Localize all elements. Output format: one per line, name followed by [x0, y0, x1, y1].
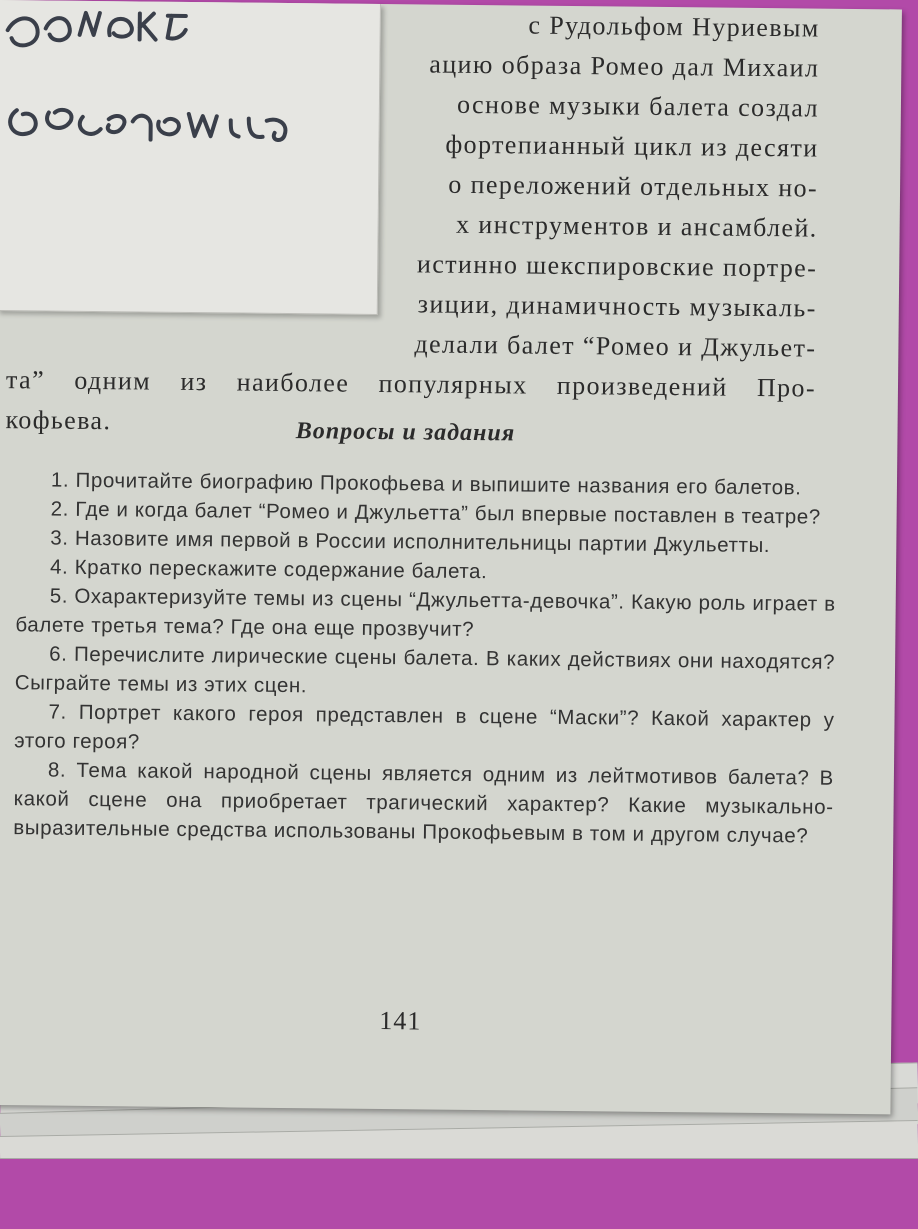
- text-line: ацию образа Ромео дал Михаил: [429, 49, 820, 83]
- text-line: делали балет “Ромео и Джульет-: [414, 329, 817, 363]
- question-item: 6. Перечислите лирические сцены балета. В каких действиях они находятся? Сыграйте темы из этих сцен.: [14, 642, 836, 698]
- question-item: 2. Где и когда балет “Ромео и Джульетта” был впервые поставлен в театре?: [50, 497, 821, 529]
- question-item: 1. Прочитайте биографию Прокофьева и выпишите названия его балетов.: [50, 468, 802, 500]
- question-item: 7. Портрет какого героя представлен в сцене “Маски”? Какой характер у этого героя?: [14, 700, 835, 754]
- question-item: 4. Кратко перескажите содержание балета.: [49, 555, 488, 584]
- section-heading: Вопросы и задания: [295, 418, 516, 447]
- text-line: о переложений отдельных но-: [448, 169, 819, 203]
- text-line: зиции, динамичность музыкаль-: [417, 289, 817, 323]
- question-item: 3. Назовите имя первой в России исполнительницы партии Джульетты.: [50, 526, 771, 558]
- text-line: фортепианный цикл из десяти: [445, 129, 819, 163]
- text-line: кофьева.: [5, 405, 112, 436]
- tablecloth: [0, 1158, 918, 1229]
- handwritten-note-paper: [0, 0, 381, 315]
- text-line: с Рудольфом Нуриевым: [528, 10, 820, 43]
- text-line: х инструментов и ансамблей.: [455, 209, 818, 243]
- text-line: та” одним из наиболее популярных произведений Про-: [5, 365, 817, 403]
- questions-list: [13, 465, 837, 851]
- text-line: основе музыки балета создал: [456, 89, 820, 123]
- question-item: 5. Охарактеризуйте темы из сцены “Джульетта-девочка”. Какую роль играет в балете третья тема? Где она еще прозвучит?: [15, 584, 836, 641]
- question-item: 8. Тема какой народной сцены является одним из лейтмотивов балета? В какой сцене она приобретает трагический характер? Какие музыкально-выразительные средства использованы Прокофьевым в том и другом случае?: [13, 758, 835, 848]
- page-number: 141: [379, 1006, 422, 1036]
- text-line: истинно шекспировские портре-: [416, 249, 818, 283]
- handwriting-scribble: [0, 0, 380, 314]
